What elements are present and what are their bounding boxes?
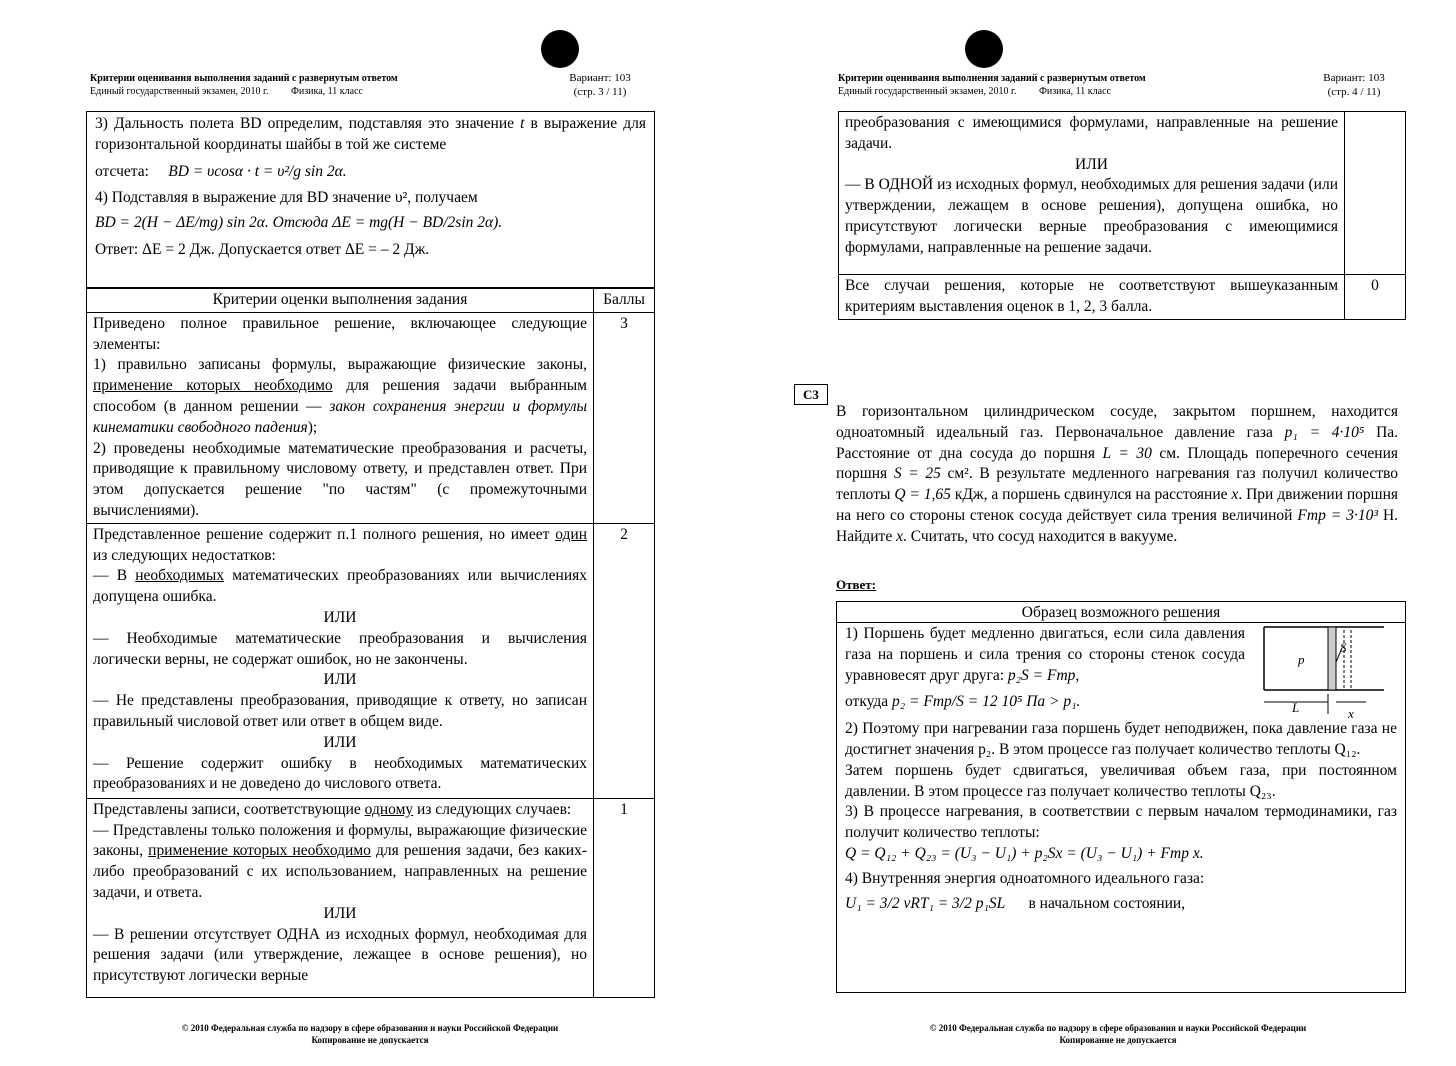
right-criteria-table (838, 111, 1406, 320)
task-label: C3 (794, 384, 828, 405)
right-solution-box: Образец возможного решения 1) Поршень будет медленно двигаться, если сила давления газа на поршень и сила трения со стороны стенок сосуда уравновесят друг друга: p₂S = Fтр, откуда p₂ = Fтр/S = 12 10⁵ Па > p₁. 2) Поэтому при нагревании газа поршень будет неподвижен, пока давление газа не достигнет значения p₂. В этом процессе газ получает количество теплоты Q₁₂. Затем поршень будет сдвигаться, увеличивая объем газа, при постоянном давлении. В этом процессе газ получает количество теплоты Q₂₃. 3) В процессе нагревания, в соответствии с первым началом термодинамики, газ получит количество теплоты: Q = Q₁₂ + Q₂₃ = (U₃ − U₁) + p₂Sx = (U₃ − U₁) + Fтр x. 4) Внутренняя энергия одноатомного идеального газа: U₁ = 3/2 νRT₁ = 3/2 p₁SL в начальном состоянии, p S L x (836, 601, 1406, 993)
sol-step-3-formula: отсчета: BD = υcosα · t = υ²/g sin 2α. (95, 162, 347, 180)
right-footer: © 2010 Федеральная служба по надзору в сфере образования и науки Российской Федерации Копирование не допускается (929, 1023, 1307, 1045)
left-criteria-table (86, 288, 655, 998)
sol-step-3: 3) Дальность полета BD определим, подставляя это значение t в выражение для горизонтальной координаты шайбы в той же системе (95, 115, 646, 153)
left-variant: Вариант: 103 (стр. 3 / 11) (569, 72, 631, 98)
diagram-s-label: S (1340, 640, 1347, 655)
criteria-row-3: Приведено полное правильное решение, включающее следующие элементы: 1) правильно записаны формулы, выражающие физические законы, применение которых необходимо для решения задачи выбранным способом (в данном решении — закон сохранения энергии и формулы кинематики свободного падения); 2) проведены необходимые математические преобразования и расчеты, приводящие к правильному числовому ответу, и представлен ответ. При этом допускается решение "по частям" (с промежуточными вычислениями). 3 (87, 312, 655, 523)
diagram-l-label: L (1292, 700, 1300, 715)
formula-bd: BD = υcosα · t = υ²/g sin 2α. (168, 162, 347, 180)
score-header: Баллы (594, 289, 655, 313)
criteria-header-row (87, 289, 655, 313)
answer-label: Ответ: (836, 577, 877, 592)
left-header-title: Критерии оценивания выполнения заданий с развернутым ответом (90, 73, 398, 84)
left-footer: © 2010 Федеральная служба по надзору в сфере образования и науки Российской Федерации Копирование не допускается (181, 1023, 559, 1045)
diagram-p-label: p (1298, 652, 1305, 667)
sol-answer: Ответ: ΔE = 2 Дж. Допускается ответ ΔE = – 2 Дж. (95, 240, 430, 258)
diagram-x-label: x (1348, 706, 1354, 720)
task-text: В горизонтальном цилиндрическом сосуде, закрытом поршнем, находится одноатомный идеальный газ. Первоначальное давление газа p₁ = 4·10⁵ Па. Расстояние от дна сосуда до поршня L = 30 см. Площадь поперечного сечения поршня S = 25 см². В результате медленного нагревания газ получил количество теплоты Q = 1,65 кДж, а поршень сдвинулся на расстояние x. При движении поршня на него со стороны стенок сосуда действует сила трения величиной Fтр = 3·10³ Н. Найдите x. Считать, что сосуд находится в вакууме. (836, 403, 1399, 545)
left-solution-block (86, 111, 655, 288)
criteria-header: Критерии оценки выполнения задания (87, 289, 594, 313)
piston-diagram (1262, 624, 1386, 720)
criteria-row-1-cont: преобразования с имеющимися формулами, направленные на решение задачи. ИЛИ — В ОДНОЙ из исходных формул, необходимых для решения задачи (или утверждении, лежащем в основе решения), допущена ошибка, но присутствуют логически верные преобразования с имеющимися формулами, направленные на решение задачи. (839, 112, 1406, 275)
sol-step-4-formula: BD = 2(H − ΔE/mg) sin 2α. Отсюда ΔE = mg(H − BD/2sin 2α). (95, 214, 503, 232)
score-0: 0 (1345, 275, 1406, 320)
score-3: 3 (594, 312, 655, 523)
solution-header: Образец возможного решения (837, 602, 1405, 623)
left-header-exam: Единый государственный экзамен, 2010 г. Физика, 11 класс (90, 86, 363, 97)
criteria-row-2: Представленное решение содержит п.1 полного решения, но имеет один из следующих недостатков: — В необходимых математических преобразованиях или вычислениях допущена ошибка. ИЛИ — Необходимые математические преобразования и вычисления логически верны, не содержат ошибок, но не закончены. ИЛИ — Не представлены преобразования, приводящие к ответу, но записан правильный числовой ответ или ответ в общем виде. ИЛИ — Решение содержит ошибку в необходимых математических преобразованиях и не доведено до числового ответа. 2 (87, 523, 655, 798)
criteria-row-1: Представлены записи, соответствующие одному из следующих случаев: — Представлены только положения и формулы, выражающие физические законы, применение которых необходимо для решения задачи, без каких-либо преобразований с их использованием, направленных на решение задачи, и ответа. ИЛИ — В решении отсутствует ОДНА из исходных формул, необходимая для решения задачи (или утверждение, лежащее в основе решения), но присутствуют логически верные 1 (87, 798, 655, 997)
left-header (90, 72, 560, 98)
score-1: 1 (594, 798, 655, 997)
score-2: 2 (594, 523, 655, 798)
criteria-row-0: Все случаи решения, которые не соответствуют вышеуказанным критериям выставления оценок в 1, 2, 3 балла. 0 (839, 275, 1406, 320)
sol-step-4: 4) Подставляя в выражение для BD значение υ², получаем (95, 189, 478, 207)
right-variant: Вариант: 103 (стр. 4 / 11) (1323, 72, 1385, 98)
right-header-exam: Единый государственный экзамен, 2010 г. Физика, 11 класс (838, 86, 1111, 97)
registration-mark (541, 30, 579, 68)
registration-mark-right (965, 30, 1003, 68)
right-header (838, 72, 1308, 98)
right-header-title: Критерии оценивания выполнения заданий с развернутым ответом (838, 73, 1146, 84)
